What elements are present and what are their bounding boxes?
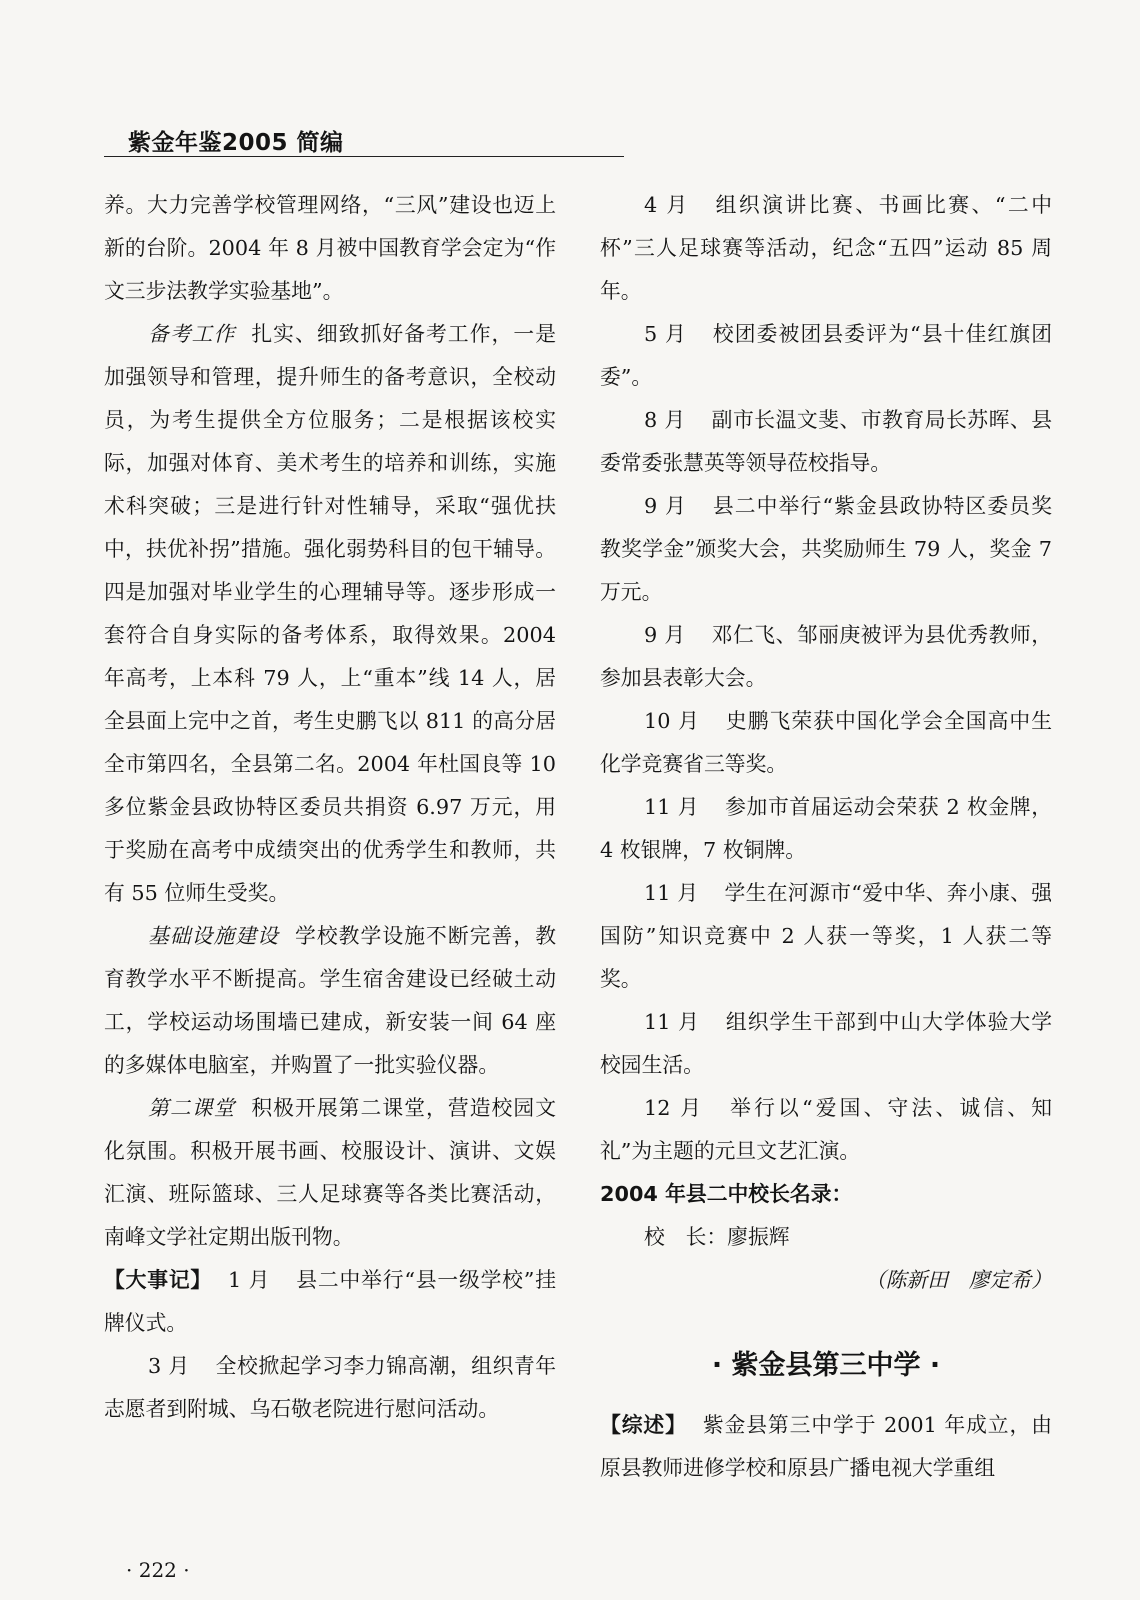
event-month: 5 月 — [644, 322, 687, 346]
event-item — [600, 786, 1052, 872]
event-month: 11 月 — [644, 1010, 700, 1034]
events-label: 【大事记】 — [104, 1268, 213, 1292]
subhead-second-classroom: 第二课堂 — [148, 1096, 236, 1120]
subhead-exam-prep: 备考工作 — [148, 322, 236, 346]
event-item — [600, 614, 1052, 700]
header-rule — [104, 156, 624, 157]
event-item — [104, 1345, 556, 1431]
event-text: 县二中举行“县一级学校”挂牌仪式。 — [104, 1268, 557, 1335]
left-column — [104, 184, 556, 1431]
page-number: · 222 · — [126, 1558, 190, 1582]
event-text: 组织演讲比赛、书画比赛、“二中杯”三人足球赛等活动，纪念“五四”运动 85 周年。 — [600, 193, 1052, 303]
paragraph-exam-prep — [104, 313, 556, 915]
section-title: · 紫金县第三中学 · — [711, 1350, 941, 1381]
event-month: 11 月 — [644, 881, 699, 905]
principal-list-title: 2004 年县二中校长名录： — [600, 1182, 853, 1206]
event-item — [600, 1087, 1052, 1173]
summary-text: 紫金县第三中学于 2001 年成立，由原县教师进修学校和原县广播电视大学重组 — [600, 1413, 1052, 1480]
infrastructure-text: 学校教学设施不断完善，教育教学水平不断提高。学生宿舍建设已经破土动工，学校运动场围墙已建成，新安装一间 64 座的多媒体电脑室，并购置了一批实验仪器。 — [104, 924, 557, 1077]
event-item — [600, 313, 1052, 399]
event-text: 史鹏飞荣获中国化学会全国高中生化学竞赛省三等奖。 — [600, 709, 1053, 776]
event-item — [600, 700, 1052, 786]
event-month: 9 月 — [644, 494, 687, 518]
event-item — [600, 485, 1052, 614]
event-month: 10 月 — [644, 709, 700, 733]
paragraph-continuation: 养。大力完善学校管理网络，“三风”建设也迈上新的台阶。2004 年 8 月被中国教育学会定为“作文三步法教学实验基地”。 — [104, 193, 556, 303]
event-text: 组织学生干部到中山大学体验大学校园生活。 — [600, 1010, 1053, 1077]
event-item — [600, 1001, 1052, 1087]
event-item — [600, 872, 1052, 1001]
right-column — [600, 184, 1052, 1490]
paragraph-infrastructure — [104, 915, 556, 1087]
subhead-infrastructure: 基础设施建设 — [148, 924, 280, 948]
running-header: 紫金年鉴2005 简编 — [128, 130, 344, 156]
event-text: 校团委被团县委评为“县十佳红旗团委”。 — [600, 322, 1053, 389]
event-text: 县二中举行“紫金县政协特区委员奖教奖学金”颁奖大会，共奖励师生 79 人，奖金 7 万元。 — [600, 494, 1053, 604]
event-month: 3 月 — [148, 1354, 190, 1378]
event-text: 副市长温文斐、市教育局长苏晖、县委常委张慧英等领导莅校指导。 — [600, 408, 1053, 475]
principal-name: 校 长：廖振辉 — [644, 1225, 790, 1249]
summary-label: 【综述】 — [600, 1413, 687, 1437]
second-classroom-text: 积极开展第二课堂，营造校园文化氛围。积极开展书画、校服设计、演讲、文娱汇演、班际篮球、三人足球赛等各类比赛活动，南峰文学社定期出版刊物。 — [104, 1096, 557, 1249]
authors: （陈新田 廖定希） — [864, 1268, 1052, 1292]
event-item — [600, 184, 1052, 313]
event-text: 举行以“爱国、守法、诚信、知礼”为主题的元旦文艺汇演。 — [600, 1096, 1052, 1163]
event-item — [600, 399, 1052, 485]
paragraph-second-classroom — [104, 1087, 556, 1259]
exam-prep-text: 扎实、细致抓好备考工作，一是加强领导和管理，提升师生的备考意识，全校动员，为考生提供全方位服务；二是根据该校实际，加强对体育、美术考生的培养和训练，实施术科突破；三是进行针对性辅导，采取“强优扶中，扶优补拐”措施。强化弱势科目的包干辅导。四是加强对毕业学生的心理辅导等。逐步形成一套符合自身实际的备考体系，取得效果。2004 年高考，上本科 79 人，上“重本”线 14 人，居全县面上完中之首，考生史鹏飞以 811 的高分居全市第四名，全县第二名。2004 年杜国良等 10 多位紫金县政协特区委员共捐资 6.97 万元，用于奖励在高考中成绩突出的优秀学生和教师，共有 55 位师生受奖。 — [104, 322, 557, 905]
event-text: 学生在河源市“爱中华、奔小康、强国防”知识竞赛中 2 人获一等奖，1 人获二等奖。 — [600, 881, 1052, 991]
events-list — [600, 184, 1052, 1173]
event-month: 9 月 — [644, 623, 686, 647]
event-month: 12 月 — [644, 1096, 705, 1120]
summary-paragraph — [600, 1404, 1052, 1490]
event-month: 8 月 — [644, 408, 686, 432]
event-month: 11 月 — [644, 795, 700, 819]
event-text: 邓仁飞、邹丽庚被评为县优秀教师，参加县表彰大会。 — [600, 623, 1053, 690]
event-month: 4 月 — [644, 193, 690, 217]
event-text: 全校掀起学习李力锦高潮，组织青年志愿者到附城、乌石敬老院进行慰问活动。 — [104, 1354, 557, 1421]
event-text: 参加市首届运动会荣获 2 枚金牌，4 枚银牌，7 枚铜牌。 — [600, 795, 1052, 862]
event-month: 1 月 — [228, 1268, 271, 1292]
events-first — [104, 1259, 556, 1345]
